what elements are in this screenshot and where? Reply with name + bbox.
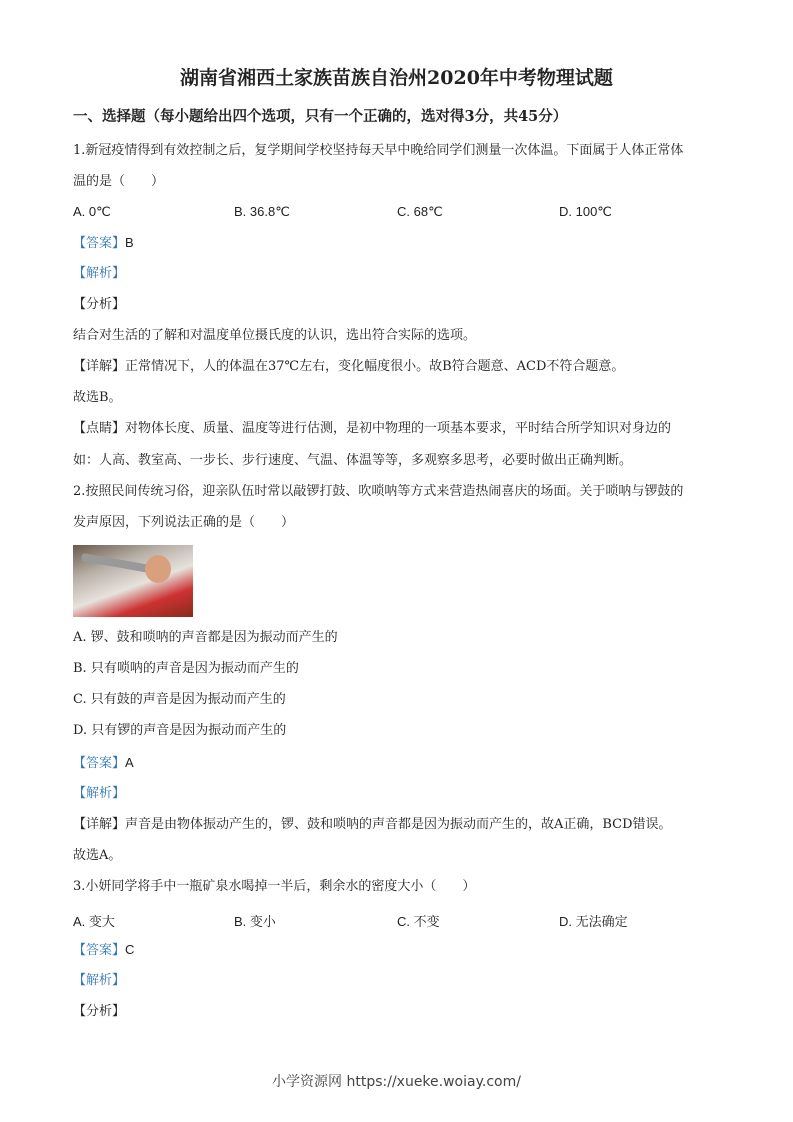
q1-option-a: A. 0℃ bbox=[73, 204, 111, 219]
q2-stem-cont: 发声原因，下列说法正确的是（ ） bbox=[73, 515, 295, 530]
answer-value: B bbox=[125, 235, 134, 250]
q2-jiexi-tag: 【解析】 bbox=[73, 786, 126, 801]
q1-option-c: C. 68℃ bbox=[397, 204, 443, 219]
q1-answer bbox=[73, 235, 134, 252]
footer-watermark: 小学资源网 https://xueke.woiay.com/ bbox=[272, 1074, 521, 1090]
answer-tag: 【答案】 bbox=[73, 756, 126, 771]
answer-value: C bbox=[125, 942, 135, 957]
q3-jiexi-tag: 【解析】 bbox=[73, 973, 126, 988]
q3-option-d: D. 无法确定 bbox=[559, 914, 628, 929]
q1-stem: 1.新冠疫情得到有效控制之后，复学期间学校坚持每天早中晚给同学们测量一次体温。下面属于人体正常体 bbox=[73, 143, 684, 158]
q1-fenxi-tag: 【分析】 bbox=[73, 297, 126, 312]
q1-option-d: D. 100℃ bbox=[559, 204, 612, 219]
q1-choose: 故选B。 bbox=[73, 390, 122, 405]
q2-option-c: C. 只有鼓的声音是因为振动而产生的 bbox=[73, 692, 286, 707]
q1-fenxi-text: 结合对生活的了解和对温度单位摄氏度的认识，选出符合实际的选项。 bbox=[73, 328, 477, 343]
section-heading: 一、选择题（每小题给出四个选项，只有一个正确的，选对得3分，共45分） bbox=[73, 108, 568, 125]
q1-option-b: B. 36.8℃ bbox=[234, 204, 290, 219]
q3-option-a: A. 变大 bbox=[73, 914, 115, 929]
q1-stem-cont: 温的是（ ） bbox=[73, 174, 165, 189]
q2-xiangjie: 【详解】声音是由物体振动产生的，锣、鼓和唢呐的声音都是因为振动而产生的，故A正确，BCD错误。 bbox=[73, 817, 672, 832]
q2-answer bbox=[73, 755, 134, 772]
q2-stem: 2.按照民间传统习俗，迎亲队伍时常以敲锣打鼓、吹唢呐等方式来营造热闹喜庆的场面。关于唢呐与锣鼓的 bbox=[73, 484, 684, 499]
q1-dianjing: 【点睛】对物体长度、质量、温度等进行估测，是初中物理的一项基本要求，平时结合所学知识对身边的 bbox=[73, 421, 672, 436]
q2-option-b: B. 只有唢呐的声音是因为振动而产生的 bbox=[73, 661, 299, 676]
suona-player-photo bbox=[73, 545, 193, 617]
q3-option-b: B. 变小 bbox=[234, 914, 276, 929]
q2-option-d: D. 只有锣的声音是因为振动而产生的 bbox=[73, 723, 287, 738]
answer-value: A bbox=[125, 755, 134, 770]
q1-dianjing-cont: 如：人高、教室高、一步长、步行速度、气温、体温等等，多观察多思考，必要时做出正确判断。 bbox=[73, 453, 633, 468]
q3-answer bbox=[73, 942, 134, 959]
q2-option-a: A. 锣、鼓和唢呐的声音都是因为振动而产生的 bbox=[73, 630, 338, 645]
q2-choose: 故选A。 bbox=[73, 848, 122, 863]
q1-jiexi-tag: 【解析】 bbox=[73, 266, 126, 281]
page-title: 湖南省湘西土家族苗族自治州2020年中考物理试题 bbox=[180, 67, 613, 89]
answer-tag: 【答案】 bbox=[73, 943, 126, 958]
answer-tag: 【答案】 bbox=[73, 236, 126, 251]
q3-option-c: C. 不变 bbox=[397, 914, 440, 929]
q3-fenxi-tag: 【分析】 bbox=[73, 1004, 126, 1019]
q3-stem: 3.小妍同学将手中一瓶矿泉水喝掉一半后，剩余水的密度大小（ ） bbox=[73, 879, 476, 894]
q1-xiangjie: 【详解】正常情况下，人的体温在37℃左右，变化幅度很小。故B符合题意、ACD不符合题意。 bbox=[73, 359, 625, 374]
